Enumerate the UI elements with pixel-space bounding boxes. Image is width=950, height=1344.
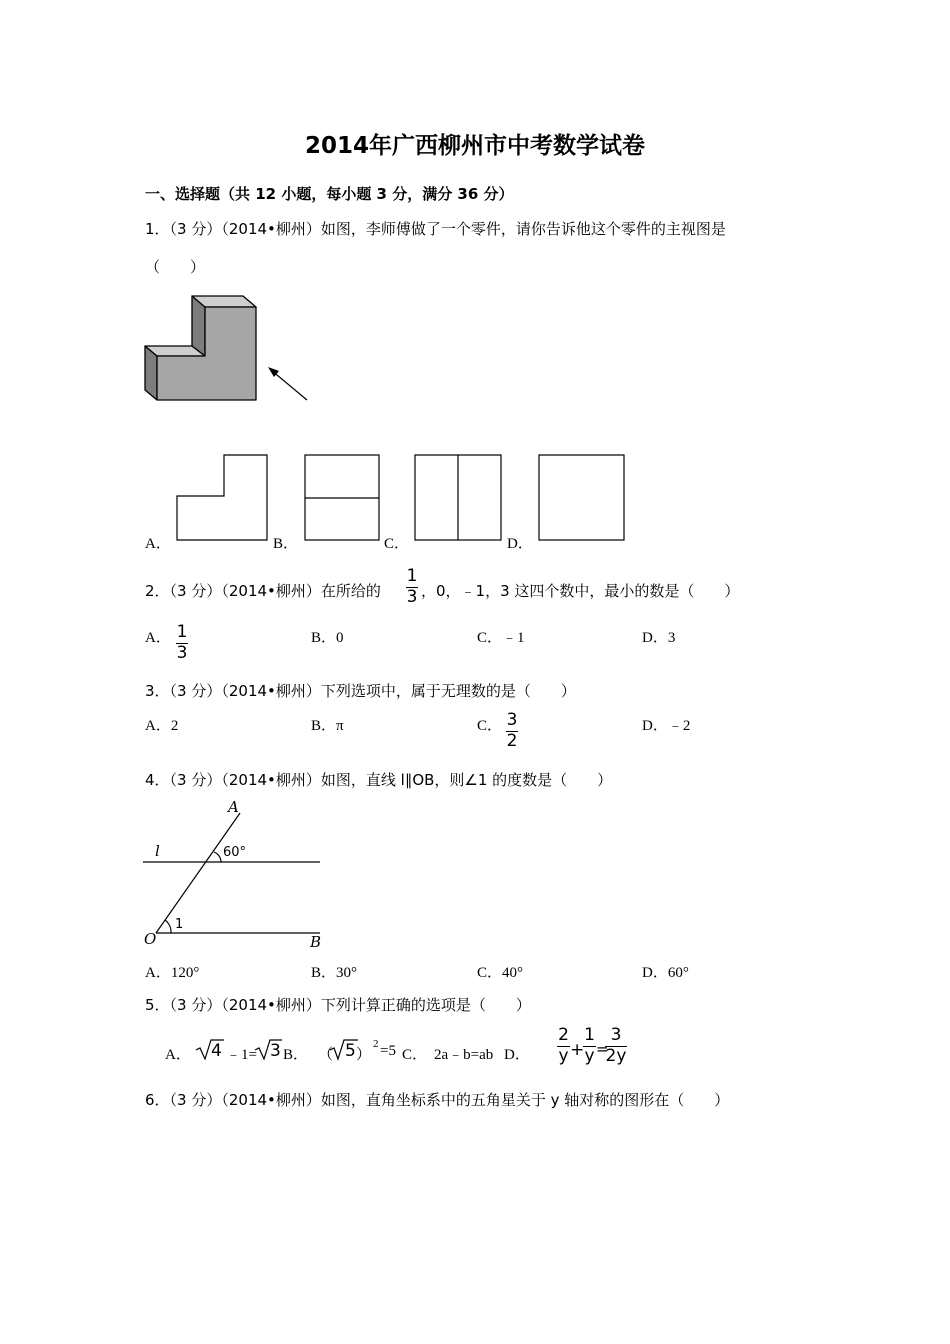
q1-option-d-label: D． [507,536,533,552]
q2-option-b: B．0 [311,630,344,646]
q6-stem: 6．（3 分）（2014•柳州）如图，直角坐标系中的五角星关于 y 轴对称的图形在（ ） [145,1091,730,1109]
q4-label-60: 60° [223,845,247,860]
q5-d-f3-numerator: 3 [610,1025,622,1045]
q5-option-c-text: 2a﹣b=ab [434,1047,494,1063]
section-heading: 一、选择题（共 12 小题，每小题 3 分，满分 36 分） [145,185,514,203]
page-title: 2014年广西柳州市中考数学试卷 [304,133,645,159]
q5-option-b-rest: =5 [380,1043,396,1059]
q4-label-1: 1 [175,917,184,932]
q5-option-a-radicand-3: 3 [270,1041,281,1061]
q2-option-c: C．﹣1 [477,630,525,646]
q4-stem: 4．（3 分）（2014•柳州）如图，直线 l∥OB，则∠1 的度数是（ ） [145,771,613,789]
q5-option-d-fraction-1 [557,1027,570,1066]
q4-label-b: B [310,933,322,951]
q5-option-b-exponent: 2 [373,1038,379,1050]
q2-fraction-numerator: 1 [406,566,418,586]
q1-option-c-label: C． [384,536,410,552]
q1-paren: （ ） [145,258,206,276]
q5-d-f1-numerator: 2 [558,1025,569,1045]
q5-stem: 5．（3 分）（2014•柳州）下列计算正确的选项是（ ） [145,996,531,1014]
q2-fraction-denominator: 3 [406,586,418,607]
q2-stem-start: 2．（3 分）（2014•柳州）在所给的 [145,582,381,600]
q1-option-b-label: B． [273,536,299,552]
q5-option-a-label: A． [165,1047,191,1063]
q1-option-a-label: A． [145,536,171,552]
q2-option-a: A． [145,630,171,646]
q3-option-c: C． [477,718,503,734]
q3-option-d: D．﹣2 [642,718,691,734]
q4-option-d: D．60° [642,965,689,981]
q4-option-a: A．120° [145,965,200,981]
q5-option-d-equals: = [596,1040,609,1058]
q5-option-c-label: C． [402,1047,428,1063]
q5-option-d-plus: + [570,1040,585,1060]
q5-option-b-open-paren: （ [318,1047,334,1063]
q2-a-denominator: 3 [176,642,188,663]
q4-option-c: C．40° [477,965,524,981]
q3-c-numerator: 3 [506,710,518,730]
q4-label-a: A [228,798,239,816]
q4-option-b: B．30° [311,965,358,981]
q5-d-f1-denominator: y [558,1045,569,1066]
q5-d-f2-numerator: 1 [584,1025,595,1045]
q5-option-b-label: B． [283,1047,309,1063]
q5-option-a-radicand-4: 4 [211,1041,222,1061]
q5-option-d-fraction-3 [605,1027,627,1066]
q3-option-a: A．2 [145,718,179,734]
q5-d-f3-denominator: 2y [605,1045,627,1066]
q4-label-o: O [144,930,157,948]
q3-stem: 3．（3 分）（2014•柳州）下列选项中，属于无理数的是（ ） [145,682,576,700]
q4-label-l: l [155,842,160,860]
q5-option-b-close-paren: ） [356,1047,372,1063]
q5-option-d-fraction-2 [583,1027,596,1066]
q5-d-f2-denominator: y [584,1045,595,1066]
q3-c-denominator: 2 [506,730,518,751]
q5-option-d-label: D． [504,1047,530,1063]
q1-stem: 1．（3 分）（2014•柳州）如图，李师傅做了一个零件，请你告诉他这个零件的主视图是 [145,220,726,238]
q5-option-a-middle: ﹣1= [226,1047,257,1063]
q3-option-b: B．π [311,718,344,734]
q2-stem-end: ，0，﹣1，3 这四个数中，最小的数是（ ） [421,582,740,600]
q2-option-d: D．3 [642,630,676,646]
q2-a-numerator: 1 [176,622,188,642]
q5-option-b-radicand-5: 5 [345,1041,356,1061]
